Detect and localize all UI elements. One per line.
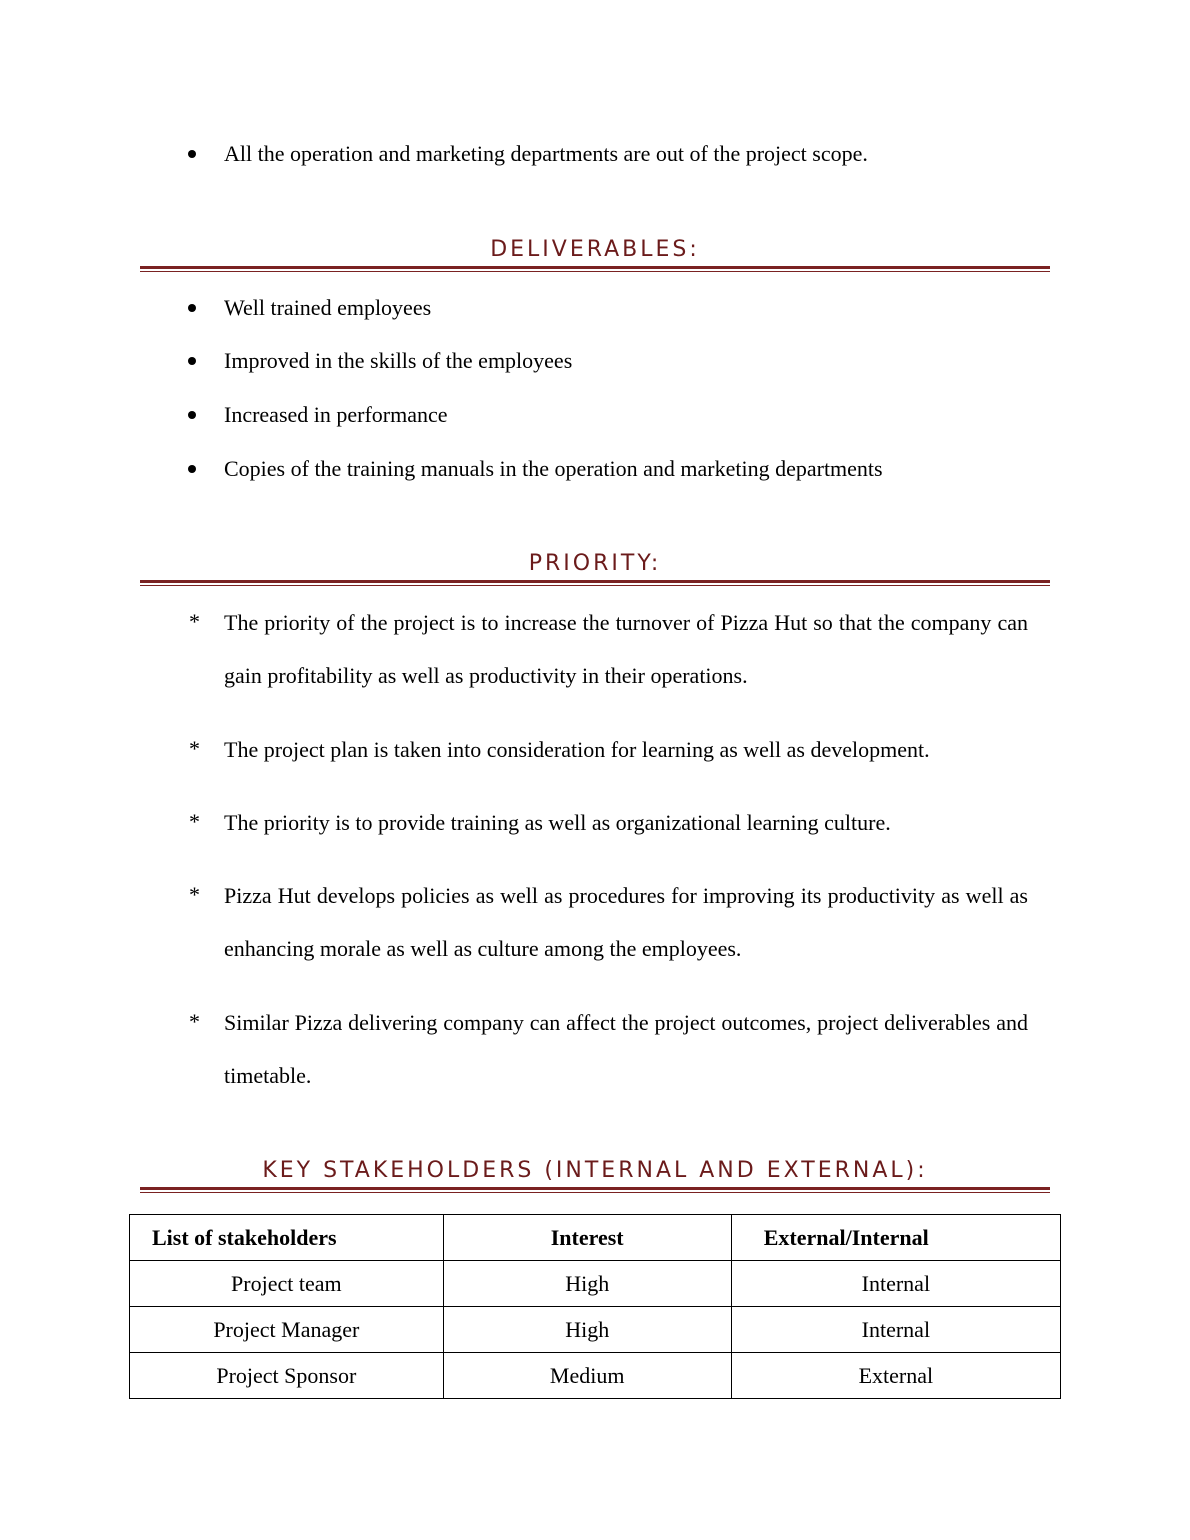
- table-cell: Project Sponsor: [130, 1353, 444, 1399]
- priority-text: Similar Pizza delivering company can affect the project outcomes, project deliverables and timetable.: [224, 1010, 1028, 1088]
- table-header-row: [130, 1215, 1061, 1261]
- deliverable-text: Increased in performance: [224, 402, 448, 427]
- table-cell: Project team: [130, 1261, 444, 1307]
- column-header: External/Internal: [731, 1215, 1060, 1261]
- asterisk-marker: *: [189, 609, 200, 634]
- table-cell: High: [443, 1261, 731, 1307]
- bullet-icon: [188, 411, 196, 419]
- table-cell: High: [443, 1307, 731, 1353]
- asterisk-marker: *: [189, 809, 200, 834]
- stakeholders-divider: [140, 1187, 1050, 1193]
- table-cell: Internal: [731, 1307, 1060, 1353]
- deliverable-text: Well trained employees: [224, 295, 432, 320]
- table-row: [130, 1261, 1061, 1307]
- priority-heading: PRIORITY:: [528, 551, 662, 576]
- column-header: Interest: [443, 1215, 731, 1261]
- table-cell: Internal: [731, 1261, 1060, 1307]
- bullet-icon: [188, 465, 196, 473]
- priority-divider: [140, 580, 1050, 586]
- stakeholders-table: [129, 1214, 1061, 1399]
- bullet-icon: [188, 304, 196, 312]
- asterisk-marker: *: [189, 882, 200, 907]
- deliverables-heading: DELIVERABLES:: [490, 237, 700, 262]
- table-cell: Medium: [443, 1353, 731, 1399]
- priority-text: The priority is to provide training as well as organizational learning culture.: [224, 810, 891, 835]
- asterisk-marker: *: [189, 1009, 200, 1034]
- deliverables-divider: [140, 266, 1050, 272]
- stakeholders-heading: KEY STAKEHOLDERS (INTERNAL AND EXTERNAL):: [262, 1158, 928, 1183]
- table-cell: Project Manager: [130, 1307, 444, 1353]
- table-row: [130, 1353, 1061, 1399]
- priority-text: The priority of the project is to increase the turnover of Pizza Hut so that the company can gain profitability as well as productivity in their operations.: [224, 610, 1028, 688]
- deliverable-text: Improved in the skills of the employees: [224, 348, 573, 373]
- column-header: List of stakeholders: [130, 1215, 444, 1261]
- priority-text: The project plan is taken into consideration for learning as well as development.: [224, 737, 930, 762]
- deliverable-text: Copies of the training manuals in the operation and marketing departments: [224, 456, 883, 481]
- bullet-icon: [188, 150, 196, 158]
- scope-bullet-text: All the operation and marketing departments are out of the project scope.: [224, 141, 868, 166]
- table-row: [130, 1307, 1061, 1353]
- priority-text: Pizza Hut develops policies as well as procedures for improving its productivity as well as enhancing morale as well as culture among the employees.: [224, 883, 1028, 961]
- bullet-icon: [188, 357, 196, 365]
- asterisk-marker: *: [189, 736, 200, 761]
- table-cell: External: [731, 1353, 1060, 1399]
